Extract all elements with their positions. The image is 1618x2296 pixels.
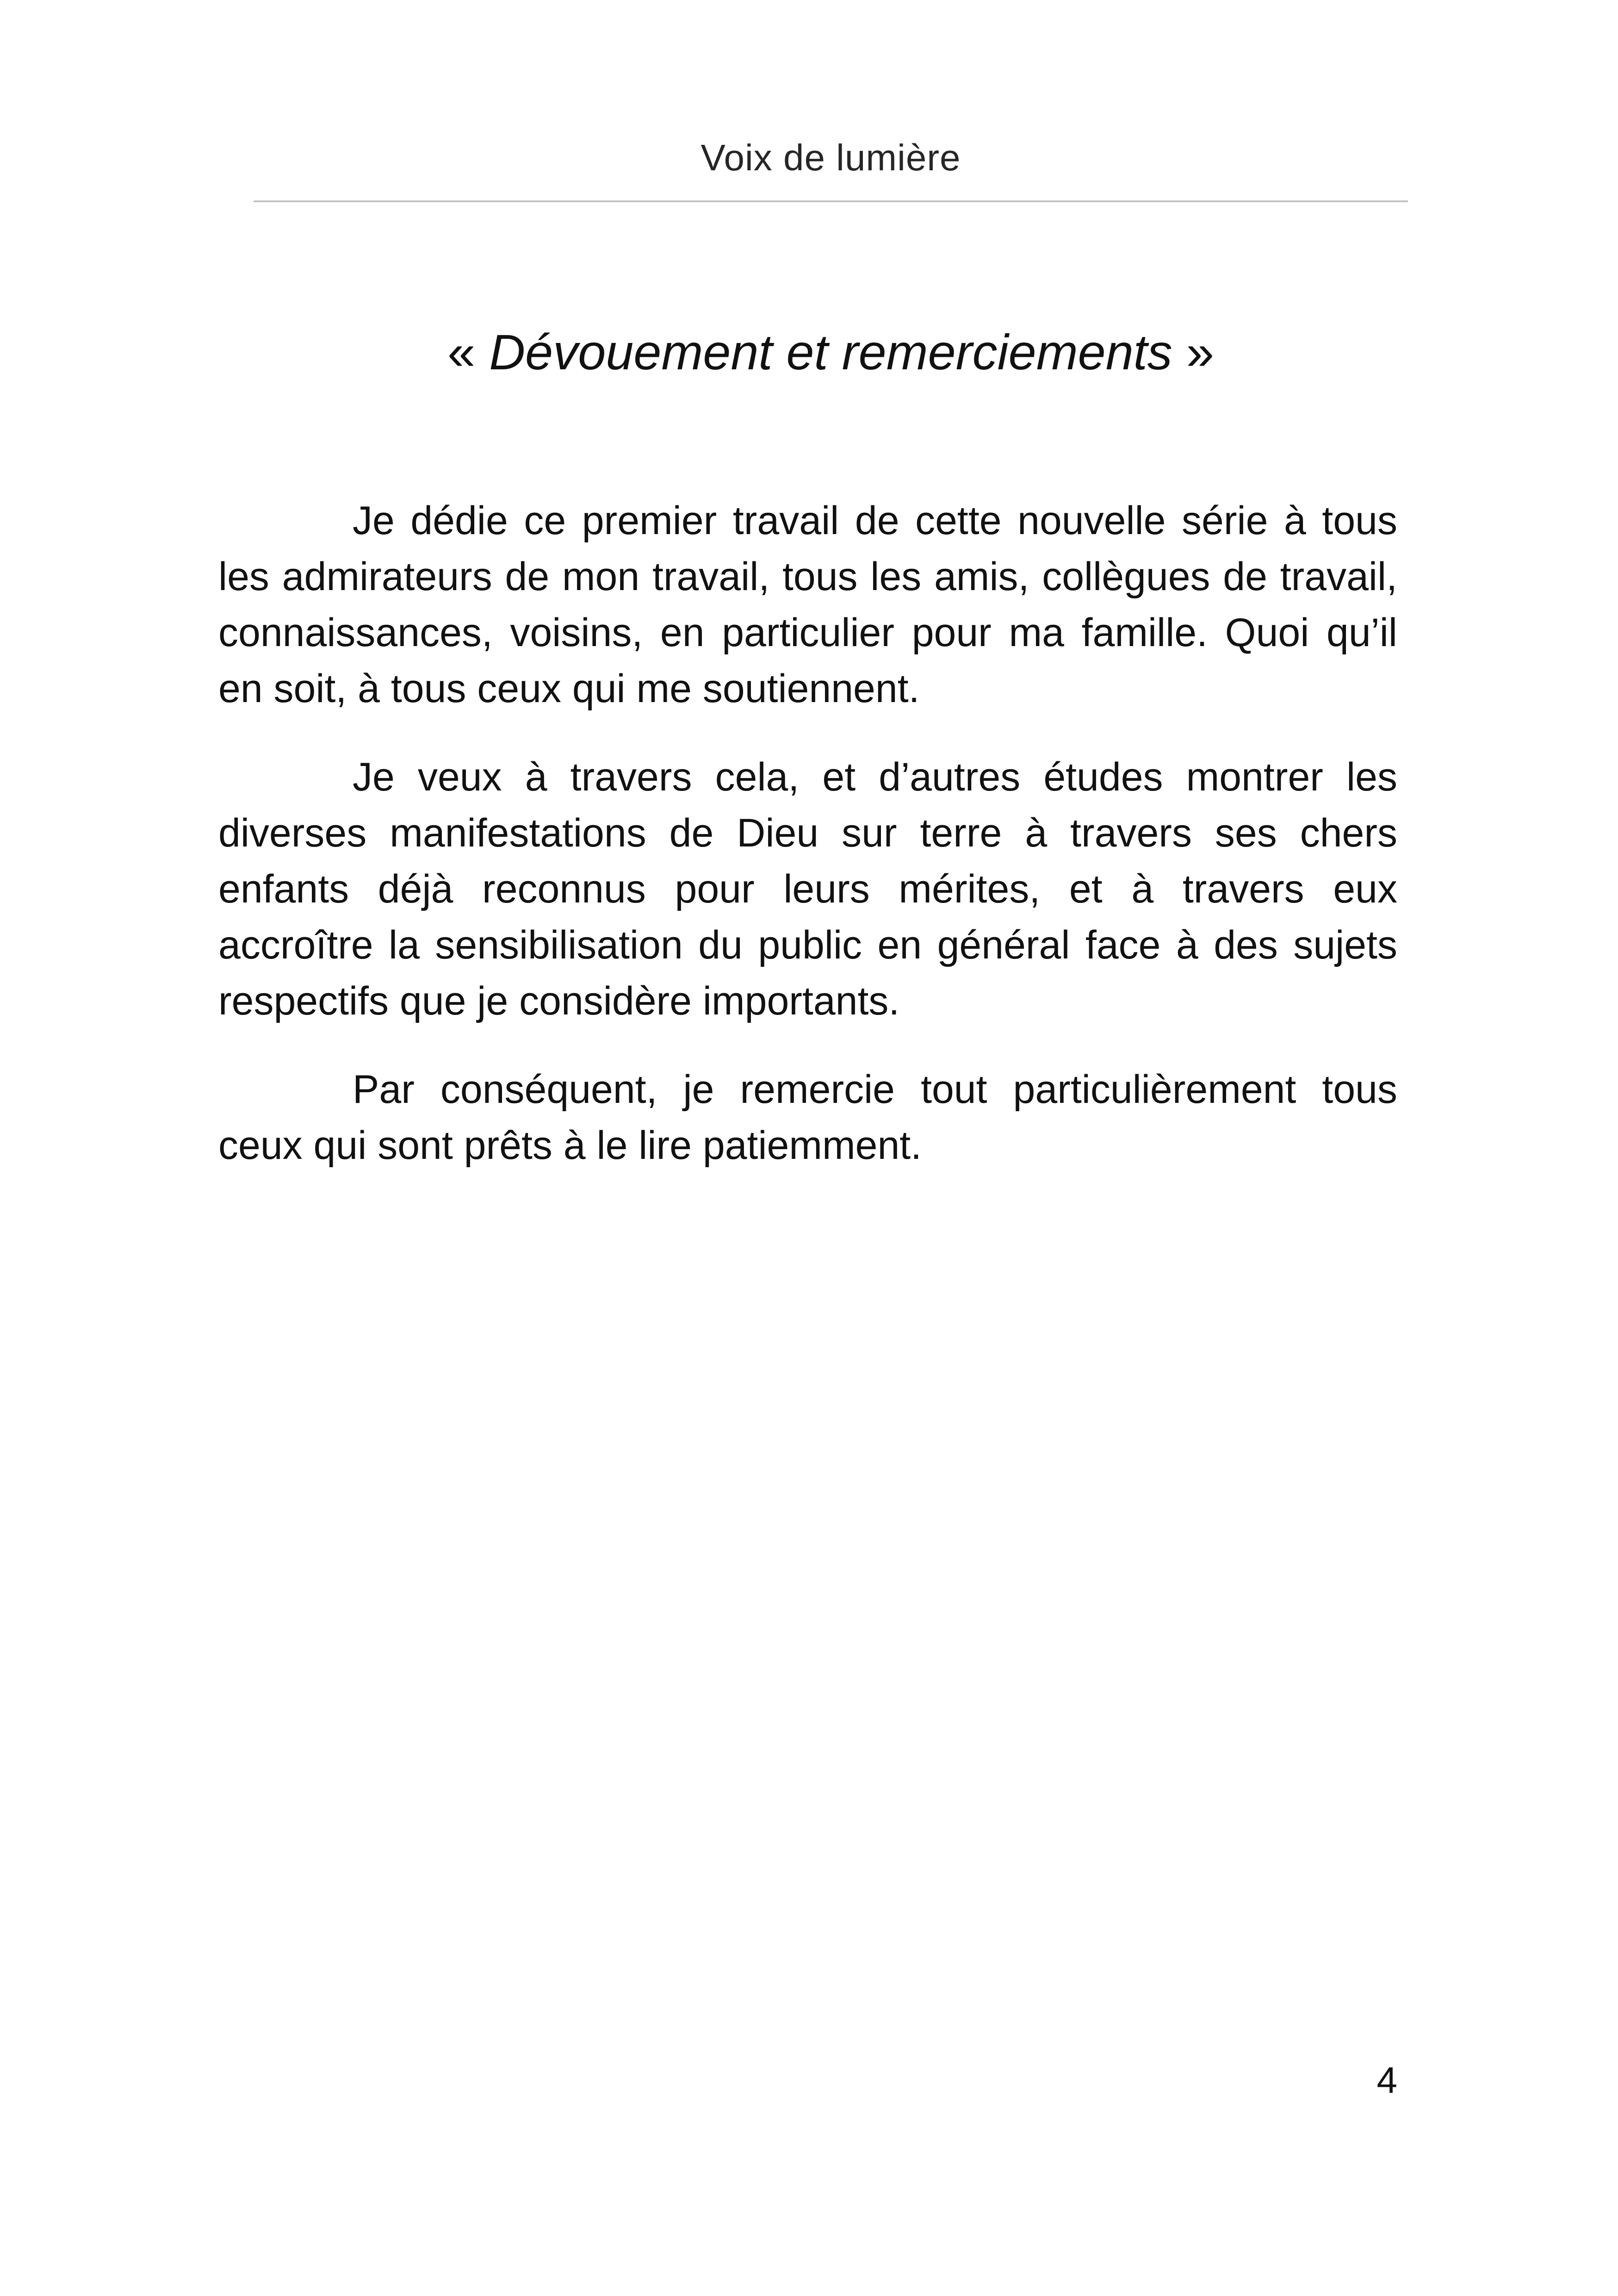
page-title xyxy=(254,317,1408,387)
paragraph-dedication: Je dédie ce premier travail de cette nouvelle série à tous les admirateurs de mon travail, tous les amis, collègues de travail, connaissances, voisins, en particulier pour ma famille. Quoi qu’il en soit, à tous ceux qui me soutiennent. xyxy=(218,498,1397,711)
title-text: Dévouement et remerciements xyxy=(489,324,1172,380)
body-text xyxy=(218,493,1397,1206)
header-divider xyxy=(254,200,1408,202)
title-close-quote: » xyxy=(1186,324,1214,380)
page-number: 4 xyxy=(1376,2060,1397,2101)
running-header: Voix de lumière xyxy=(701,137,961,178)
paragraph-purpose: Je veux à travers cela, et d’autres études montrer les diverses manifestations de Dieu sur terre à travers ses chers enfants déjà reconnus pour leurs mérites, et à travers eux accroître la sensibilisation du public en général face à des sujets respectifs que je considère importants. xyxy=(218,755,1397,1023)
paragraph-thanks: Par conséquent, je remercie tout particulièrement tous ceux qui sont prêts à le lire patiemment. xyxy=(218,1067,1397,1168)
title-open-quote: « xyxy=(447,324,476,380)
